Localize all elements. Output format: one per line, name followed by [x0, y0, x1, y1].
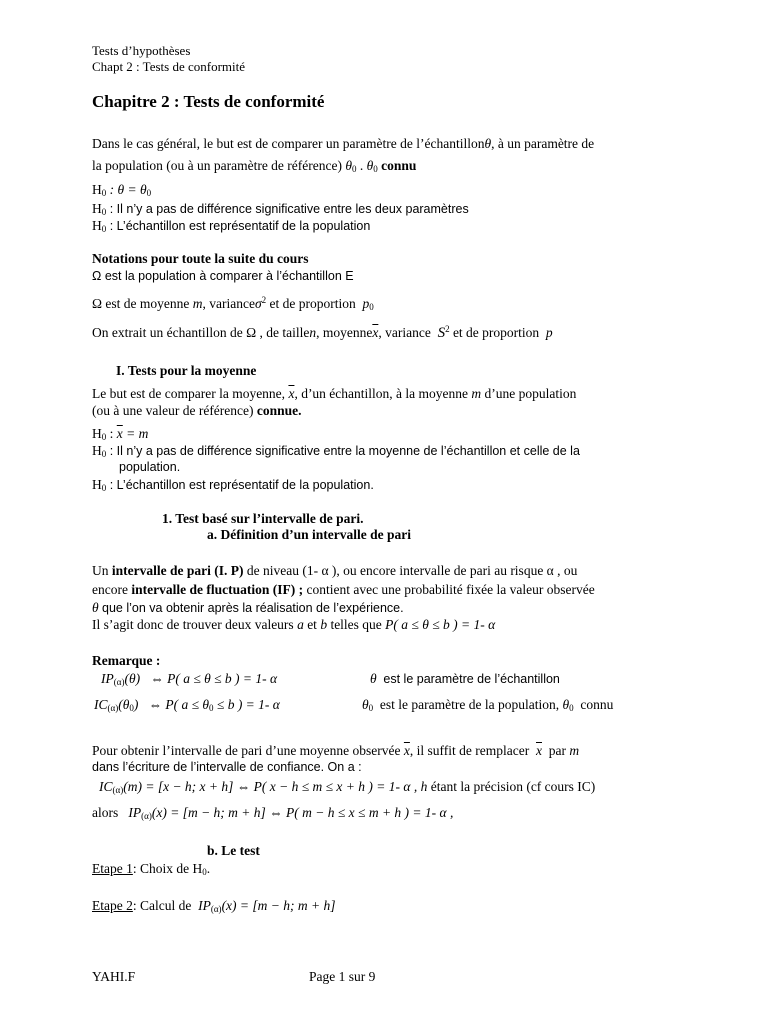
- h0-representative: $H_0$ : L’échantillon est représentatif de la population: [92, 218, 371, 234]
- step-2: Etape 2: Calcul de $IP_{(\alpha)}(x) = [m - h$; m + h]: [92, 898, 336, 914]
- section-1-h0-no-difference: $H_0$ : Il n’y a pas de différence significative entre la moyenne de l’échantillon et celle de la: [92, 443, 580, 459]
- notation-sample-params: On extrait un échantillon de Ω , de taillen, $moyenne\overline{x}$, variance $S^2$ et de proportion p: [92, 324, 553, 341]
- subsection-1a-heading: a. Définition d’un intervalle de pari: [207, 527, 412, 542]
- step-1: Etape 1: Choix de $H_0$.: [92, 861, 211, 877]
- running-header-subject: Tests d’hypothèses: [92, 43, 191, 58]
- chapter-title: Chapitre 2 : Tests de conformité: [92, 92, 325, 111]
- section-1-line-1: Le but est de comparer la moyenne, $\overline{x}$, d’un échantillon, à la moyenne m d’une population: [92, 386, 577, 401]
- intro-line-2: la population (ou à un paramètre de référence) $\theta_0$ . $\theta_0$ connu: [92, 158, 417, 174]
- notation-population: Ω est la population à comparer à l’échantillon E: [92, 269, 354, 283]
- section-1-h0-equation: $H_0$ : $\overline{x} = m$: [92, 426, 149, 442]
- h0-no-difference: $H_0$ : Il n’y a pas de différence significative entre les deux paramètres: [92, 201, 469, 217]
- footer-page-number: Page 1 sur 9: [309, 969, 376, 984]
- remarque-ic-description: $\theta_0$ est le paramètre de la population, $\theta_0$ connu: [362, 697, 614, 713]
- section-1-heading: I. Tests pour la moyenne: [116, 363, 257, 378]
- notations-heading: Notations pour toute la suite du cours: [92, 251, 309, 266]
- formula-ic-mean: $IC_{(\alpha)}(m) = [x - h$; x + h] ⇔ P( x − h ≤ m ≤ x + h ) = 1- α , h étant la précision (cf cours IC): [99, 779, 596, 795]
- definition-line-4: Il s’agit donc de trouver deux valeurs a et b telles que P( a ≤ θ ≤ b ) = 1- α: [92, 617, 496, 632]
- obtain-line-2: dans l’écriture de l’intervalle de confiance. On a :: [92, 760, 362, 774]
- definition-line-3: θ que l’on va obtenir après la réalisation de l’expérience.: [92, 600, 404, 615]
- definition-line-2: encore intervalle de fluctuation (IF) ; contient avec une probabilité fixée la valeur observée: [92, 582, 595, 597]
- intro-line-1: Dans le cas général, le but est de comparer un paramètre de l’échantillonθ, à un paramètre de: [92, 136, 595, 151]
- footer-author: YAHI.F: [92, 969, 136, 984]
- h0-equation: $H_0$ : $\theta = \theta_0$: [92, 182, 152, 198]
- section-1-h0-no-difference-cont: population.: [119, 460, 181, 474]
- formula-ip-mean: alors $IP_{(\alpha)}(x) = [m - h$; m + h] ⇔ P( m − h ≤ x ≤ m + h ) = 1- α ,: [92, 805, 454, 821]
- remarque-heading: Remarque :: [92, 653, 161, 668]
- section-1-line-2: (ou à une valeur de référence) connue.: [92, 403, 302, 418]
- notation-population-params: Ω est de moyenne m, varianceσ$^2$ et de proportion $p_0$: [92, 295, 374, 312]
- subsection-1-heading: 1. Test basé sur l’intervalle de pari.: [162, 511, 364, 526]
- remarque-ip-description: θ est le paramètre de l’échantillon: [370, 671, 560, 686]
- subsection-1b-heading: b. Le test: [207, 843, 260, 858]
- obtain-line-1: Pour obtenir l’intervalle de pari d’une moyenne observée $\overline{x}$, il suffit de remplacer $\overline{x}$ par m: [92, 743, 580, 758]
- remarque-ip-formula: $IP_{(\alpha)}(\theta)$ ⇔ P( a ≤ θ ≤ b ) = 1- α: [101, 671, 278, 687]
- definition-line-1: Un intervalle de pari (I. P) de niveau (1- α ), ou encore intervalle de pari au risque α , ou: [92, 563, 578, 578]
- remarque-ic-formula: $IC_{(\alpha)}(\theta_0)$ ⇔ P( $a \le \theta_0 \le b$ ) = 1- α: [94, 697, 280, 713]
- section-1-h0-representative: $H_0$ : L’échantillon est représentatif de la population.: [92, 477, 374, 493]
- running-header-chapter: Chapt 2 : Tests de conformité: [92, 59, 246, 74]
